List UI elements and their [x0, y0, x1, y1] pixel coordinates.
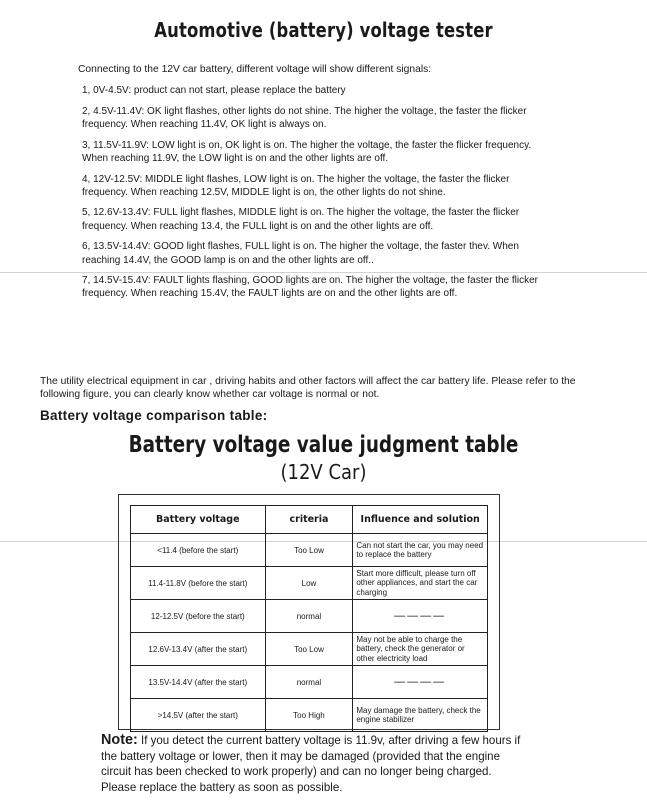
table-row	[131, 699, 488, 732]
influence-cell: Can not start the car, you may need to replace the battery	[353, 534, 488, 567]
criteria-cell: normal	[265, 600, 353, 633]
voltage-cell: <11.4 (before the start)	[131, 534, 266, 567]
list-item: 4, 12V-12.5V: MIDDLE light flashes, LOW light is on. The higher the voltage, the faster the flicker frequency. When reaching 12.5V, MIDDLE light is on, the other lights do not shine.	[82, 173, 510, 198]
intro-text: Connecting to the 12V car battery, different voltage will show different signals:	[78, 64, 432, 75]
list-item: 3, 11.5V-11.9V: LOW light is on, OK light is on. The higher the voltage, the faster the flicker frequency. When reaching 11.9V, the LOW light is on and the other lights are off.	[82, 139, 532, 164]
list-item: 6, 13.5V-14.4V: GOOD light flashes, FULL light is on. The higher the voltage, the faster thev. When reaching 14.4V, the GOOD lamp is on and the other lights are off..	[82, 241, 519, 266]
voltage-cell: 11.4-11.8V (before the start)	[131, 567, 266, 600]
table-row	[131, 534, 488, 567]
table-title: Battery voltage value judgment table	[128, 432, 519, 458]
table-row	[131, 600, 488, 633]
voltage-cell: 13.5V-14.4V (after the start)	[131, 666, 266, 699]
influence-cell: ————	[353, 600, 488, 633]
criteria-cell: Too Low	[265, 633, 353, 666]
comparison-table-heading: Battery voltage comparison table:	[40, 408, 268, 423]
list-item: 1, 0V-4.5V: product can not start, please replace the battery	[82, 85, 346, 96]
criteria-cell: normal	[265, 666, 353, 699]
influence-cell: ————	[353, 666, 488, 699]
battery-life-paragraph: The utility electrical equipment in car , driving habits and other factors will affect the car battery life. Please refer to the following figure, you can clearly know whether car voltage is normal or not.	[40, 376, 576, 400]
influence-cell: May damage the battery, check the engine stabilizer	[353, 699, 488, 732]
column-header-criteria: criteria	[265, 506, 353, 534]
column-header-influence: Influence and solution	[353, 506, 488, 534]
influence-cell: Start more difficult, please turn off other appliances, and start the car charging	[353, 567, 488, 600]
note-label: Note:	[101, 731, 138, 748]
list-item: 7, 14.5V-15.4V: FAULT lights flashing, GOOD lights are on. The higher the voltage, the faster the flicker frequency. When reaching 15.4V, the FAULT lights are on and the other lights are off.	[82, 275, 538, 300]
list-item: 5, 12.6V-13.4V: FULL light flashes, MIDDLE light is on. The higher the voltage, the faster the flicker frequency. When reaching 13.4, the FULL light is on and the other lights are off.	[82, 207, 520, 232]
page-title: Automotive (battery) voltage tester	[154, 18, 493, 42]
table-header-row	[131, 506, 488, 534]
voltage-cell: 12-12.5V (before the start)	[131, 600, 266, 633]
criteria-cell: Too Low	[265, 534, 353, 567]
influence-cell: May not be able to charge the battery, check the generator or other electricity load	[353, 633, 488, 666]
table-row	[131, 567, 488, 600]
table-subtitle: (12V Car)	[280, 460, 367, 484]
list-item: 2, 4.5V-11.4V: OK light flashes, other lights do not shine. The higher the voltage, the faster the flicker frequency. When reaching 11.4V, OK light is always on.	[82, 105, 527, 130]
voltage-signal-list	[82, 84, 552, 308]
column-header-voltage: Battery voltage	[131, 506, 266, 534]
table-row	[131, 633, 488, 666]
voltage-cell: >14.5V (after the start)	[131, 699, 266, 732]
criteria-cell: Low	[265, 567, 353, 600]
note-paragraph	[101, 732, 523, 795]
voltage-judgment-table	[130, 505, 488, 732]
table-row	[131, 666, 488, 699]
criteria-cell: Too High	[265, 699, 353, 732]
note-text: If you detect the current battery voltage is 11.9v, after driving a few hours if the battery voltage or lower, then it may be damaged (provided that the engine circuit has been checked to work properly) and can no longer being charged. Please replace the battery as soon as possible.	[101, 733, 521, 794]
voltage-cell: 12.6V-13.4V (after the start)	[131, 633, 266, 666]
